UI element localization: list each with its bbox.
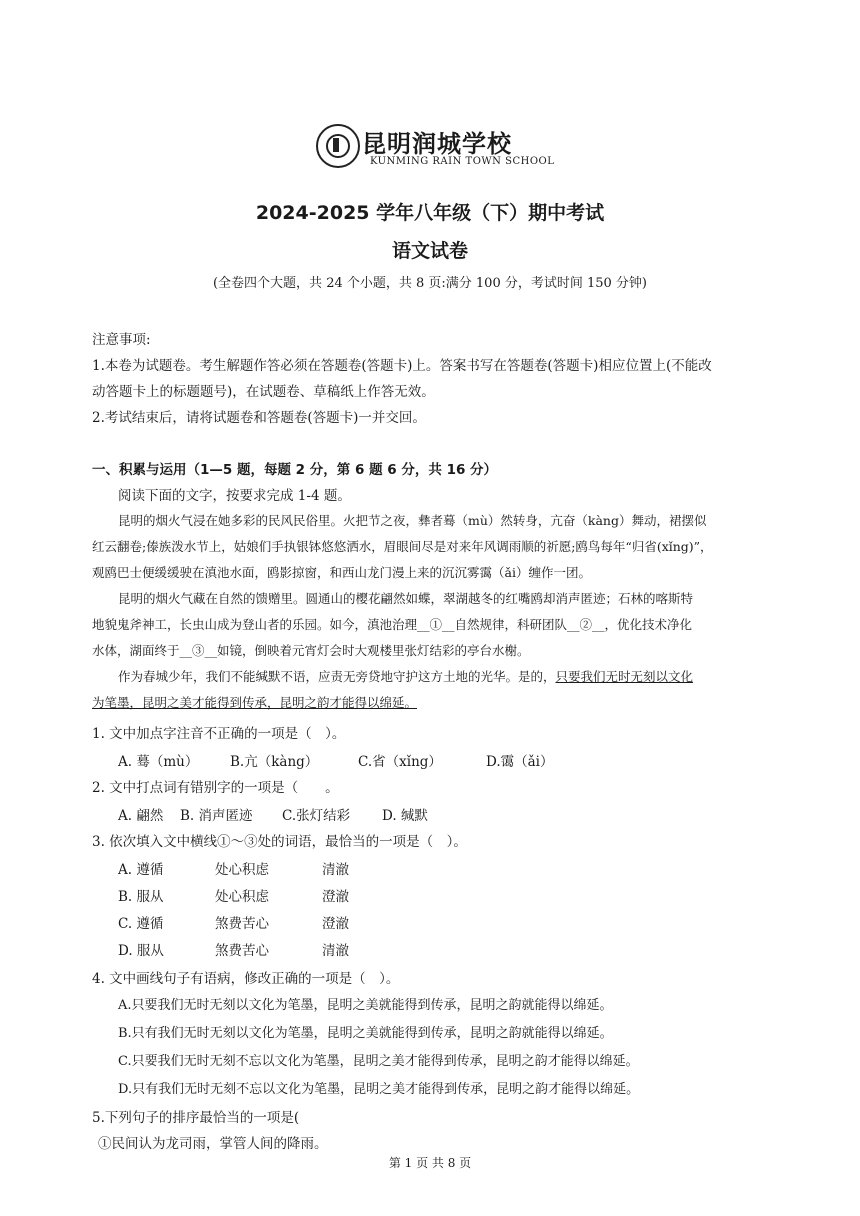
q4-stem: 4. 文中画线句子有语病，修改正确的一项是（ ）。 — [92, 971, 400, 987]
q3-row-b-word3: 澄澈 — [322, 889, 349, 905]
q3-row-c-word3: 澄澈 — [322, 916, 349, 932]
passage-line: 红云翻卷;傣族泼水节上，姑娘们手执银钵悠悠洒水，眉眼间尽是对来年风调雨顺的祈愿;鸥鸟每年“归省(xǐng)”， — [92, 539, 713, 554]
q2-option-b: B. 消声匿迹 — [180, 808, 253, 824]
q3-row-d-word2: 煞费苦心 — [215, 943, 269, 959]
q3-row-a-word1: A. 遵循 — [118, 862, 164, 878]
q3-row-a-word3: 清澈 — [322, 862, 349, 878]
page-number: 第 1 页 共 8 页 — [388, 1156, 472, 1170]
q4-option-b: B.只有我们无时无刻以文化为笔墨，昆明之美就能得到传承，昆明之韵就能得以绵延。 — [118, 1026, 613, 1041]
paper-title: 语文试卷 — [391, 240, 468, 262]
q3-row-c-word1: C. 遵循 — [118, 916, 164, 932]
logo-emblem — [333, 138, 339, 152]
notes-item-1-line-2: 动答题卡上的标题题号)，在试题卷、草稿纸上作答无效。 — [92, 384, 435, 400]
underlined-sentence-part-2: 为笔墨，昆明之美才能得到传承，昆明之韵才能得以绵延。 — [92, 695, 418, 710]
notes-item-1-line-1: 1.本卷为试题卷。考生解题作答必须在答题卷(答题卡)上。答案书写在答题卷(答题卡)相应位置上(不能改 — [92, 358, 712, 374]
passage-line: 昆明的烟火气浸在她多彩的民风民俗里。火把节之夜，彝者蓦（mù）然转身，亢奋（kàng）舞动，裙摆似 — [118, 513, 707, 528]
q2-stem: 2. 文中打点词有错别字的一项是（ 。 — [92, 780, 339, 796]
q3-row-b-word1: B. 服从 — [118, 889, 164, 905]
q2-option-c: C.张灯结彩 — [282, 808, 351, 824]
q3-row-b-word2: 处心积虑 — [215, 889, 269, 905]
passage-line: 水体，湖面终于__③__如镜，倒映着元宵灯会时大观楼里张灯结彩的亭台水榭。 — [92, 643, 530, 658]
q1-option-b: B.亢（kàng） — [230, 754, 319, 770]
q5-stem: 5.下列句子的排序最恰当的一项是( — [92, 1110, 300, 1126]
q4-option-a: A.只要我们无时无刻以文化为笔墨，昆明之美就能得到传承，昆明之韵就能得以绵延。 — [118, 998, 613, 1013]
section-1-instruction: 阅读下面的文字，按要求完成 1-4 题。 — [118, 488, 351, 504]
school-name-en: KUNMING RAIN TOWN SCHOOL — [370, 156, 555, 167]
q4-option-d: D.只有我们无时无刻不忘以文化为笔墨，昆明之美才能得到传承，昆明之韵才能得以绵延。 — [118, 1082, 640, 1097]
q3-row-c-word2: 煞费苦心 — [215, 916, 269, 932]
notes-heading: 注意事项: — [92, 332, 151, 348]
school-logo — [316, 124, 360, 168]
q1-option-a: A. 蓦（mù） — [118, 754, 199, 770]
section-1-heading: 一、积累与运用（1—5 题，每题 2 分，第 6 题 6 分，共 16 分） — [92, 462, 498, 478]
notes-item-2: 2.考试结束后，请将试题卷和答题卷(答题卡)一并交回。 — [92, 410, 426, 426]
q2-option-d: D. 缄默 — [382, 808, 428, 824]
q3-row-d-word3: 清澈 — [322, 943, 349, 959]
exam-info: (全卷四个大题，共 24 个小题，共 8 页:满分 100 分，考试时间 150 分钟) — [212, 276, 648, 291]
passage-line: 地貌鬼斧神工，长虫山成为登山者的乐园。如今，滇池治理__①__自然规律，科研团队__②__，优化技术净化 — [92, 617, 693, 632]
exam-title: 2024-2025 学年八年级（下）期中考试 — [255, 202, 605, 224]
passage-line: 观鸥巴士便缓缓驶在滇池水面，鸥影掠窗，和西山龙门漫上来的沉沉雾霭（ǎi）缠作一团。 — [92, 565, 591, 580]
underlined-sentence-part-1: 只要我们无时无刻以文化 — [555, 669, 694, 684]
q3-stem: 3. 依次填入文中横线①～③处的词语，最恰当的一项是（ ）。 — [92, 834, 467, 850]
q2-option-a: A. 翩然 — [118, 808, 164, 824]
q3-row-a-word2: 处心积虑 — [215, 862, 269, 878]
passage-last-line — [118, 667, 693, 685]
passage-last-normal: 作为春城少年，我们不能缄默不语，应责无旁贷地守护这方土地的光华。是的， — [118, 669, 556, 684]
q1-option-c: C.省（xǐng） — [358, 754, 442, 770]
q5-item-1: ①民间认为龙司雨，掌管人间的降雨。 — [98, 1136, 328, 1152]
passage-line: 昆明的烟火气藏在自然的馈赠里。圆通山的樱花翩然如蝶，翠湖越冬的红嘴鸥却消声匿迹；石林的喀斯特 — [118, 591, 694, 606]
q1-option-d: D.霭（ǎi） — [486, 754, 554, 770]
q4-option-c: C.只要我们无时无刻不忘以文化为笔墨，昆明之美才能得到传承，昆明之韵才能得以绵延。 — [118, 1054, 639, 1069]
school-name-cn: 昆明润城学校 — [362, 129, 512, 158]
q1-stem: 1. 文中加点字注音不正确的一项是（ ）。 — [92, 726, 346, 742]
q3-row-d-word1: D. 服从 — [118, 943, 164, 959]
